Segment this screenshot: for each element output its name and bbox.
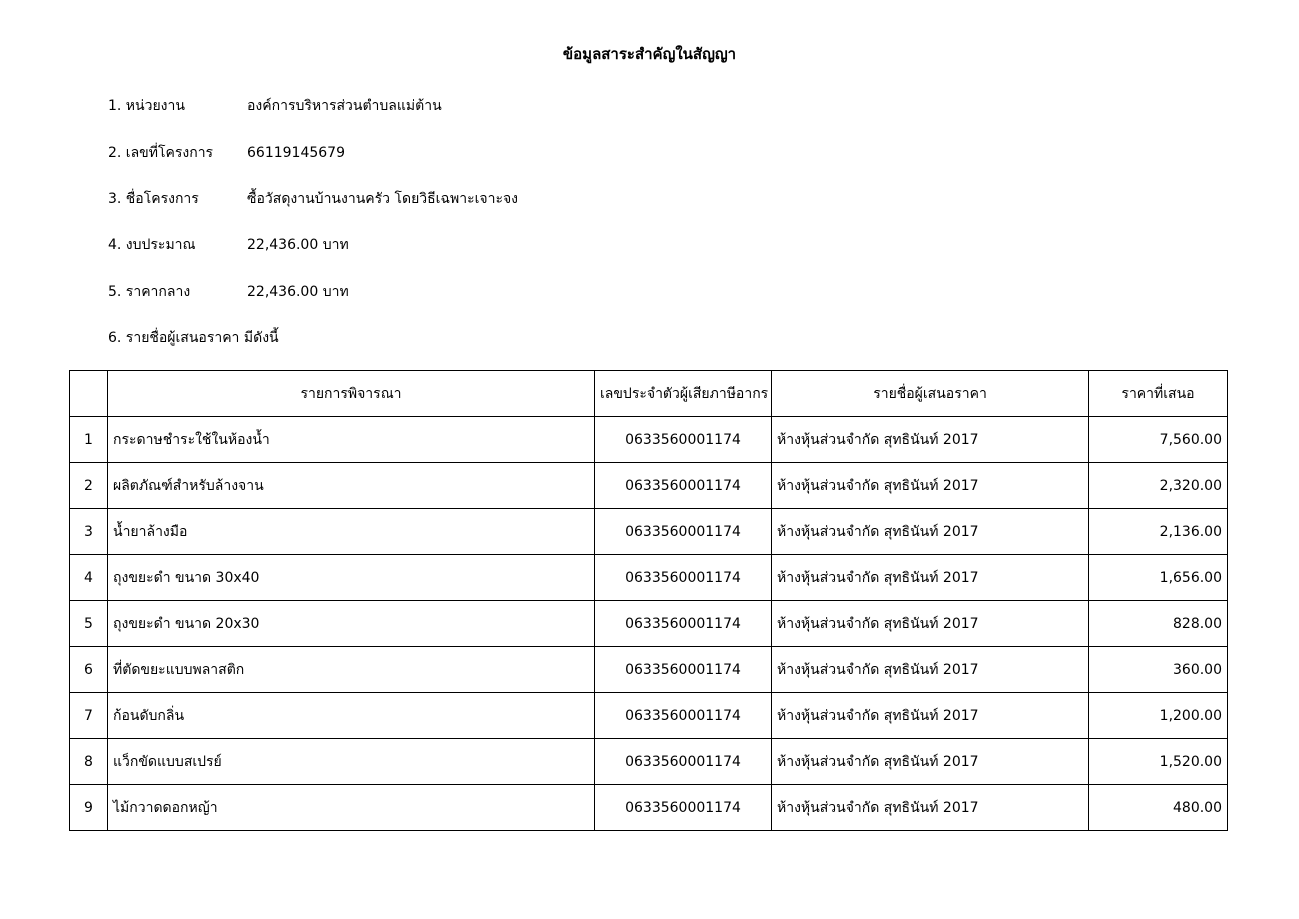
row-number: 1 (70, 417, 108, 463)
row-bidder: ห้างหุ้นส่วนจำกัด สุทธินันท์ 2017 (772, 739, 1089, 785)
document-title: ข้อมูลสาระสำคัญในสัญญา (562, 45, 737, 63)
table-row (70, 693, 1228, 739)
row-price: 2,320.00 (1089, 463, 1228, 509)
info-value: 22,436.00 บาท (247, 284, 349, 300)
row-number: 7 (70, 693, 108, 739)
table-row (70, 555, 1228, 601)
header-number (70, 371, 108, 417)
row-tax-id: 0633560001174 (595, 509, 772, 555)
info-label: 6. รายชื่อผู้เสนอราคา มีดังนี้ (108, 330, 279, 346)
row-item: ก้อนดับกลิ่น (108, 693, 595, 739)
row-price: 480.00 (1089, 785, 1228, 831)
table-row (70, 601, 1228, 647)
row-price: 1,520.00 (1089, 739, 1228, 785)
table-row (70, 785, 1228, 831)
row-number: 8 (70, 739, 108, 785)
info-label: 1. หน่วยงาน (108, 98, 185, 114)
table-row (70, 463, 1228, 509)
row-item: ผลิตภัณฑ์สำหรับล้างจาน (108, 463, 595, 509)
info-label: 2. เลขที่โครงการ (108, 145, 214, 161)
row-bidder: ห้างหุ้นส่วนจำกัด สุทธินันท์ 2017 (772, 555, 1089, 601)
row-bidder: ห้างหุ้นส่วนจำกัด สุทธินันท์ 2017 (772, 647, 1089, 693)
row-tax-id: 0633560001174 (595, 555, 772, 601)
row-price: 1,200.00 (1089, 693, 1228, 739)
info-value: ซื้อวัสดุงานบ้านงานครัว โดยวิธีเฉพาะเจาะจง (247, 191, 519, 207)
row-price: 1,656.00 (1089, 555, 1228, 601)
row-number: 3 (70, 509, 108, 555)
row-number: 4 (70, 555, 108, 601)
table-row (70, 739, 1228, 785)
info-row-project-name (108, 188, 518, 210)
bidders-table (69, 370, 1228, 831)
row-number: 2 (70, 463, 108, 509)
row-tax-id: 0633560001174 (595, 463, 772, 509)
info-row-reference-price (108, 281, 349, 303)
info-label: 4. งบประมาณ (108, 237, 196, 253)
row-bidder: ห้างหุ้นส่วนจำกัด สุทธินันท์ 2017 (772, 693, 1089, 739)
info-value: องค์การบริหารส่วนตำบลแม่ต้าน (247, 98, 442, 114)
header-item: รายการพิจารณา (108, 371, 595, 417)
info-row-bidders-heading (108, 327, 279, 349)
row-bidder: ห้างหุ้นส่วนจำกัด สุทธินันท์ 2017 (772, 417, 1089, 463)
row-tax-id: 0633560001174 (595, 647, 772, 693)
row-tax-id: 0633560001174 (595, 785, 772, 831)
info-row-project-number (108, 142, 345, 164)
row-item: ที่ตัดขยะแบบพลาสติก (108, 647, 595, 693)
table-row (70, 509, 1228, 555)
row-tax-id: 0633560001174 (595, 417, 772, 463)
info-label: 3. ชื่อโครงการ (108, 191, 199, 207)
row-price: 828.00 (1089, 601, 1228, 647)
row-tax-id: 0633560001174 (595, 601, 772, 647)
row-item: ถุงขยะดำ ขนาด 20x30 (108, 601, 595, 647)
row-number: 9 (70, 785, 108, 831)
table-header-row (70, 371, 1228, 417)
row-item: กระดาษชำระใช้ในห้องน้ำ (108, 417, 595, 463)
row-item: ไม้กวาดดอกหญ้า (108, 785, 595, 831)
row-price: 360.00 (1089, 647, 1228, 693)
header-tax-id: เลขประจำตัวผู้เสียภาษีอากร (595, 371, 772, 417)
row-bidder: ห้างหุ้นส่วนจำกัด สุทธินันท์ 2017 (772, 785, 1089, 831)
row-bidder: ห้างหุ้นส่วนจำกัด สุทธินันท์ 2017 (772, 509, 1089, 555)
row-item: ถุงขยะดำ ขนาด 30x40 (108, 555, 595, 601)
table-row (70, 647, 1228, 693)
info-row-agency (108, 95, 442, 117)
header-bidder: รายชื่อผู้เสนอราคา (772, 371, 1089, 417)
info-value: 22,436.00 บาท (247, 237, 349, 253)
row-bidder: ห้างหุ้นส่วนจำกัด สุทธินันท์ 2017 (772, 463, 1089, 509)
info-label: 5. ราคากลาง (108, 284, 191, 300)
row-bidder: ห้างหุ้นส่วนจำกัด สุทธินันท์ 2017 (772, 601, 1089, 647)
row-number: 5 (70, 601, 108, 647)
header-price: ราคาที่เสนอ (1089, 371, 1228, 417)
table-row (70, 417, 1228, 463)
info-value: 66119145679 (247, 145, 345, 161)
row-item: น้ำยาล้างมือ (108, 509, 595, 555)
info-row-budget (108, 234, 349, 256)
row-price: 7,560.00 (1089, 417, 1228, 463)
row-price: 2,136.00 (1089, 509, 1228, 555)
row-number: 6 (70, 647, 108, 693)
row-tax-id: 0633560001174 (595, 739, 772, 785)
row-item: แว็กขัดแบบสเปรย์ (108, 739, 595, 785)
row-tax-id: 0633560001174 (595, 693, 772, 739)
